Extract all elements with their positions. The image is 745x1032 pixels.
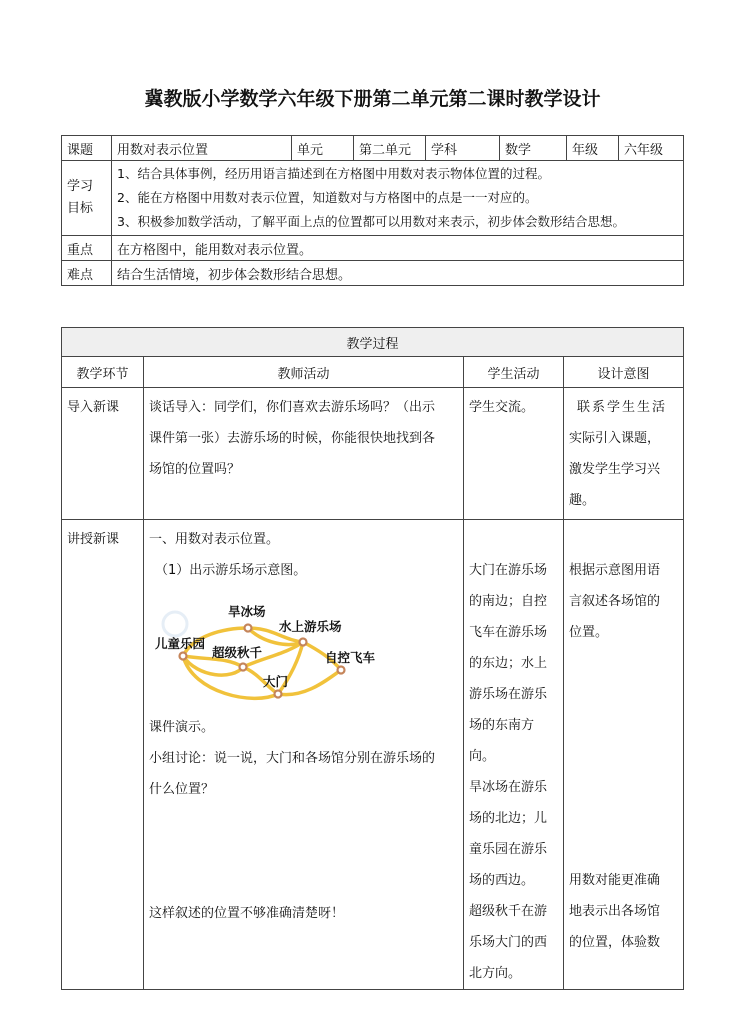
water-park-marker: [300, 639, 307, 646]
info-row-topic: [62, 136, 684, 161]
roads: [183, 628, 341, 698]
blank-line: [469, 524, 558, 555]
stage-cell: 讲授新课: [62, 520, 144, 990]
blank-line: [569, 772, 678, 803]
text-line: 一、用数对表示位置。: [149, 532, 280, 547]
map-label-ride: 自控飞车: [325, 650, 376, 665]
teacher-activity-cell: [144, 388, 464, 520]
text-line: 场的北边；儿: [469, 811, 548, 826]
stage-cell: 导入新课: [62, 388, 144, 520]
objectives-label: [62, 161, 112, 236]
student-activity-cell: 学生交流。: [464, 388, 564, 520]
objectives-label-line: 目标: [67, 201, 94, 216]
student-activity-cell: [464, 520, 564, 990]
column-header: 教学环节: [62, 357, 144, 388]
text-line: 用数对能更准确: [569, 873, 661, 888]
text-line: 的南边；自控: [469, 594, 548, 609]
process-row-new-lesson: [62, 520, 684, 990]
unit-value: 第二单元: [354, 136, 426, 161]
text-line: 乐场大门的西: [469, 935, 548, 950]
teaching-process-table: [61, 327, 684, 990]
objective-item: 3、积极参加数学活动，了解平面上点的位置都可以用数对来表示，初步体会数形结合思想。: [117, 214, 625, 229]
column-header: 学生活动: [464, 357, 564, 388]
objective-item: 2、能在方格图中用数对表示位置，知道数对与方格图中的点是一一对应的。: [117, 190, 538, 205]
text-line: 场的东南方向。: [469, 718, 535, 764]
design-intent-cell: [564, 388, 684, 520]
lesson-info-table: [61, 135, 684, 286]
text-line: 位置。: [569, 625, 609, 640]
text-line: 实际引入课题，: [569, 431, 661, 446]
text-line: 什么位置？: [149, 782, 215, 797]
process-columns-row: [62, 357, 684, 388]
column-header: 教师活动: [144, 357, 464, 388]
info-row-objectives: [62, 161, 684, 236]
text-line: 言叙述各场馆的: [569, 594, 661, 609]
text-line: 北方向。: [469, 966, 522, 981]
map-label-water-park: 水上游乐场: [279, 619, 342, 634]
text-line: 大门在游乐场: [469, 563, 548, 578]
text-line: 场的西边。: [469, 873, 535, 888]
objective-item: 1、结合具体事例，经历用语言描述到在方格图中用数对表示物体位置的过程。: [117, 166, 550, 181]
page-title: 冀教版小学数学六年级下册第二单元第二课时教学设计: [144, 88, 601, 110]
objectives-label-line: 学习: [67, 179, 94, 194]
objectives-list: [112, 161, 684, 236]
difficult-value: 结合生活情境，初步体会数形结合思想。: [112, 261, 684, 286]
blank-line: [569, 834, 678, 865]
kids-park-marker: [180, 653, 187, 660]
text-line: 旱冰场在游乐: [469, 780, 548, 795]
unit-label: 单元: [292, 136, 354, 161]
info-row-key: [62, 236, 684, 261]
map-label-kids-park: 儿童乐园: [155, 636, 206, 651]
difficult-label: 难点: [62, 261, 112, 286]
blank-line: [569, 648, 678, 679]
blank-line: [149, 867, 458, 898]
column-header: 设计意图: [564, 357, 684, 388]
gate-marker: [275, 691, 282, 698]
process-heading: 教学过程: [62, 328, 684, 357]
blank-line: [569, 710, 678, 741]
process-row-intro: [62, 388, 684, 520]
text-line: 的位置，体验数: [569, 935, 661, 950]
blank-line: [569, 524, 678, 555]
blank-line: [569, 679, 678, 710]
text-line: 场馆的位置吗？: [149, 462, 241, 477]
park-map-graphic: [153, 598, 393, 708]
blank-line: [149, 805, 458, 836]
blank-line: [569, 803, 678, 834]
ride-marker: [338, 667, 345, 674]
blank-line: [149, 836, 458, 867]
topic-label: 课题: [62, 136, 112, 161]
amusement-park-map: [153, 598, 393, 708]
design-intent-cell: [564, 520, 684, 990]
text-line: 联系学生生活: [577, 400, 668, 415]
subject-value: 数学: [500, 136, 567, 161]
topic-value: 用数对表示位置: [112, 136, 292, 161]
text-line: 小组讨论：说一说，大门和各场馆分别在游乐场的: [149, 751, 436, 766]
text-line: 趣。: [569, 493, 596, 508]
swing-marker: [240, 664, 247, 671]
watermark-ring: [163, 612, 187, 636]
key-value: 在方格图中，能用数对表示位置。: [112, 236, 684, 261]
text-line: 游乐场在游乐: [469, 687, 548, 702]
key-label: 重点: [62, 236, 112, 261]
teacher-activity-cell: [144, 520, 464, 990]
text-line: 童乐园在游乐: [469, 842, 548, 857]
map-label-gate: 大门: [263, 674, 289, 689]
map-label-swing: 超级秋千: [212, 645, 263, 660]
process-heading-row: [62, 328, 684, 357]
grade-label: 年级: [567, 136, 619, 161]
text-line: 超级秋千在游: [469, 904, 548, 919]
text-line: 根据示意图用语: [569, 563, 661, 578]
blank-line: [569, 741, 678, 772]
info-row-difficult: [62, 261, 684, 286]
text-line: 谈话导入：同学们，你们喜欢去游乐场吗？（出示: [149, 400, 436, 415]
text-line: （1）出示游乐场示意图。: [155, 563, 307, 578]
text-line: 地表示出各场馆: [569, 904, 661, 919]
text-line: 这样叙述的位置不够准确清楚呀！: [149, 906, 345, 921]
text-line: 激发学生学习兴: [569, 462, 661, 477]
map-label-ice-rink: 旱冰场: [228, 604, 266, 619]
grade-value: 六年级: [619, 136, 684, 161]
text-line: 课件演示。: [149, 720, 215, 735]
text-line: 课件第一张）去游乐场的时候，你能很快地找到各: [149, 431, 436, 446]
text-line: 飞车在游乐场: [469, 625, 548, 640]
ice-rink-marker: [245, 625, 252, 632]
text-line: 的东边；水上: [469, 656, 548, 671]
subject-label: 学科: [426, 136, 500, 161]
